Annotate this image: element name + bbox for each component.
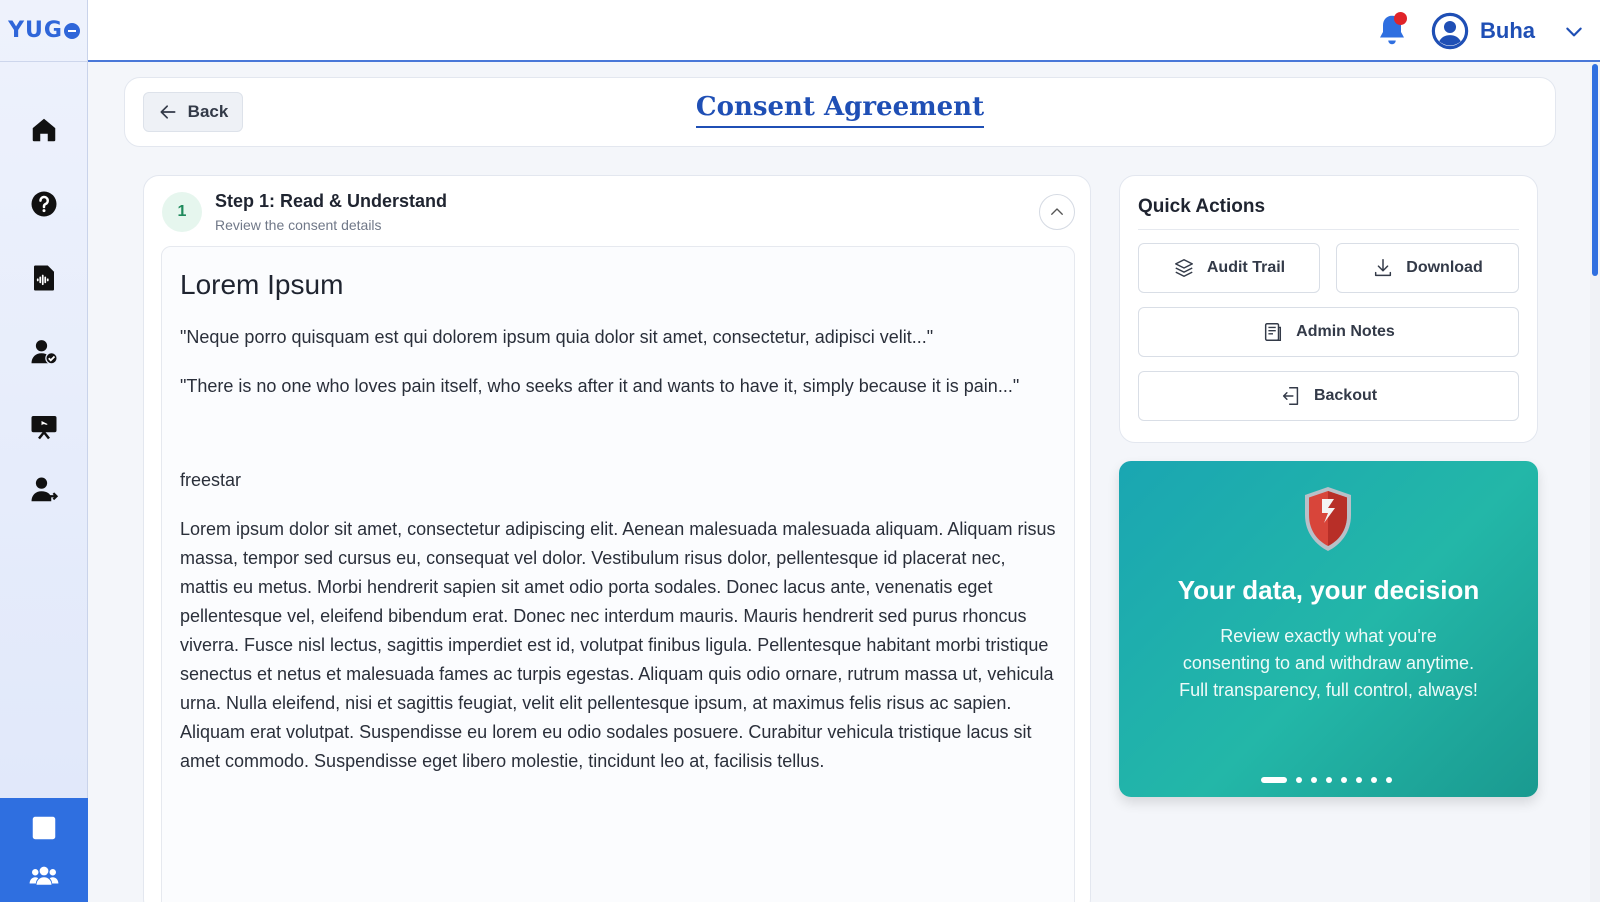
download-label: Download	[1406, 259, 1483, 276]
carousel-dot-1[interactable]	[1261, 777, 1287, 783]
app-logo[interactable]	[0, 0, 88, 62]
admin-notes-button[interactable]	[1138, 307, 1519, 357]
nav-presentations[interactable]	[24, 406, 64, 446]
layers-icon	[1173, 257, 1195, 279]
user-avatar-icon[interactable]	[1431, 12, 1469, 50]
document-body: Lorem ipsum dolor sit amet, consectetur adipiscing elit. Aenean malesuada malesuada aliquam. Aliquam risus massa, tempor sed cursus eu, consequat vel dolor. Vestibulum risus dolor, pellentesque id placerat nec, mattis eu metus. Morbi hendrerit sapien sit amet odio porta sodales. Donec lacus ante, venenatis eget pellentesque vel, eleifend bibendum erat. Donec nec interdum mauris. Mauris hendrerit sed purus rhoncus viverra. Fusce nisl lectus, sagittis imperdiet est id, volutpat finibus ligula. Pellentesque habitant morbi tristique senectus et netus et malesuada fames ac turpis egestas. Aliquam quis odio ornare, rutrum massa ut, vehicula urna. Nulla eleifend, nisi et sagittis feugiat, velit elit pellentesque ipsum, at maximus felis risus ac sapien. Aliquam erat volutpat. Suspendisse eu lorem eu odio sodales posuere. Curabitur vehicula tristique lacus sit amet commodo. Suspendisse eget libero molestie, tincidunt leo at, facilisis tellus.	[180, 519, 1056, 771]
backout-button[interactable]	[1138, 371, 1519, 421]
quick-actions-title: Quick Actions	[1138, 196, 1266, 217]
promo-title: Your data, your decision	[1177, 575, 1480, 605]
help-icon	[29, 189, 59, 219]
notification-badge	[1394, 12, 1407, 25]
promo-text: Review exactly what you're consenting to and withdraw anytime. Full transparency, full control, always!	[1179, 626, 1478, 700]
chevron-up-icon	[1048, 203, 1066, 221]
report-icon	[29, 813, 59, 843]
collapse-step-button[interactable]	[1039, 194, 1075, 230]
admin-notes-label: Admin Notes	[1296, 323, 1395, 340]
top-bar	[88, 0, 1600, 62]
back-button-label: Back	[187, 102, 229, 121]
nav-help[interactable]	[24, 184, 64, 224]
exit-icon	[1280, 385, 1302, 407]
nav-team[interactable]	[24, 856, 64, 896]
download-button[interactable]	[1336, 243, 1519, 293]
carousel-dot-5[interactable]	[1341, 777, 1347, 783]
shield-icon	[1302, 485, 1354, 553]
nav-user-share[interactable]	[24, 470, 64, 510]
quick-actions-panel	[1119, 175, 1538, 443]
user-share-icon	[29, 475, 59, 505]
nav-reports[interactable]	[24, 808, 64, 848]
carousel-dot-4[interactable]	[1326, 777, 1332, 783]
carousel-dot-6[interactable]	[1356, 777, 1362, 783]
logo-text: YUG	[8, 18, 63, 43]
notifications-button[interactable]	[1374, 12, 1414, 52]
notes-icon	[1262, 321, 1284, 343]
nav-home[interactable]	[24, 110, 64, 150]
document-quote-1: "Neque porro quisquam est qui dolorem ipsum quia dolor sit amet, consectetur, adipisci velit..."	[180, 327, 934, 347]
scrollbar-thumb[interactable]	[1592, 64, 1598, 276]
audit-trail-label: Audit Trail	[1206, 259, 1286, 276]
carousel-dots[interactable]	[1261, 777, 1392, 783]
audit-trail-button[interactable]	[1138, 243, 1320, 293]
page-scrollbar[interactable]	[1590, 62, 1600, 902]
step-title: Step 1: Read & Understand	[215, 191, 448, 211]
user-check-icon	[29, 337, 59, 367]
presentation-icon	[29, 411, 59, 441]
carousel-dot-2[interactable]	[1296, 777, 1302, 783]
step-subtitle: Review the consent details	[215, 217, 382, 233]
backout-label: Backout	[1313, 387, 1378, 404]
carousel-dot-7[interactable]	[1371, 777, 1377, 783]
chevron-down-icon[interactable]	[1564, 22, 1584, 42]
divider	[1138, 229, 1519, 230]
page-header	[124, 77, 1556, 147]
document-quote-2: "There is no one who loves pain itself, who seeks after it and wants to have it, simply because it is pain..."	[180, 376, 1020, 396]
team-icon	[29, 861, 59, 891]
home-icon	[29, 115, 59, 145]
download-icon	[1372, 257, 1394, 279]
audio-document-icon	[29, 263, 59, 293]
document-label: freestar	[180, 470, 242, 490]
step-number-badge: 1	[162, 192, 202, 232]
carousel-dot-8[interactable]	[1386, 777, 1392, 783]
logo-mark-icon	[64, 23, 80, 39]
user-name[interactable]: Buha	[1480, 18, 1535, 43]
sidebar-bottom-panel	[0, 798, 88, 902]
page-title: Consent Agreement	[696, 92, 984, 128]
sidebar	[0, 0, 88, 902]
step-card	[143, 175, 1091, 902]
nav-audio-documents[interactable]	[24, 258, 64, 298]
nav-user-verification[interactable]	[24, 332, 64, 372]
privacy-promo-card	[1119, 461, 1538, 797]
document-heading: Lorem Ipsum	[180, 269, 344, 300]
consent-document[interactable]	[161, 246, 1075, 902]
carousel-dot-3[interactable]	[1311, 777, 1317, 783]
